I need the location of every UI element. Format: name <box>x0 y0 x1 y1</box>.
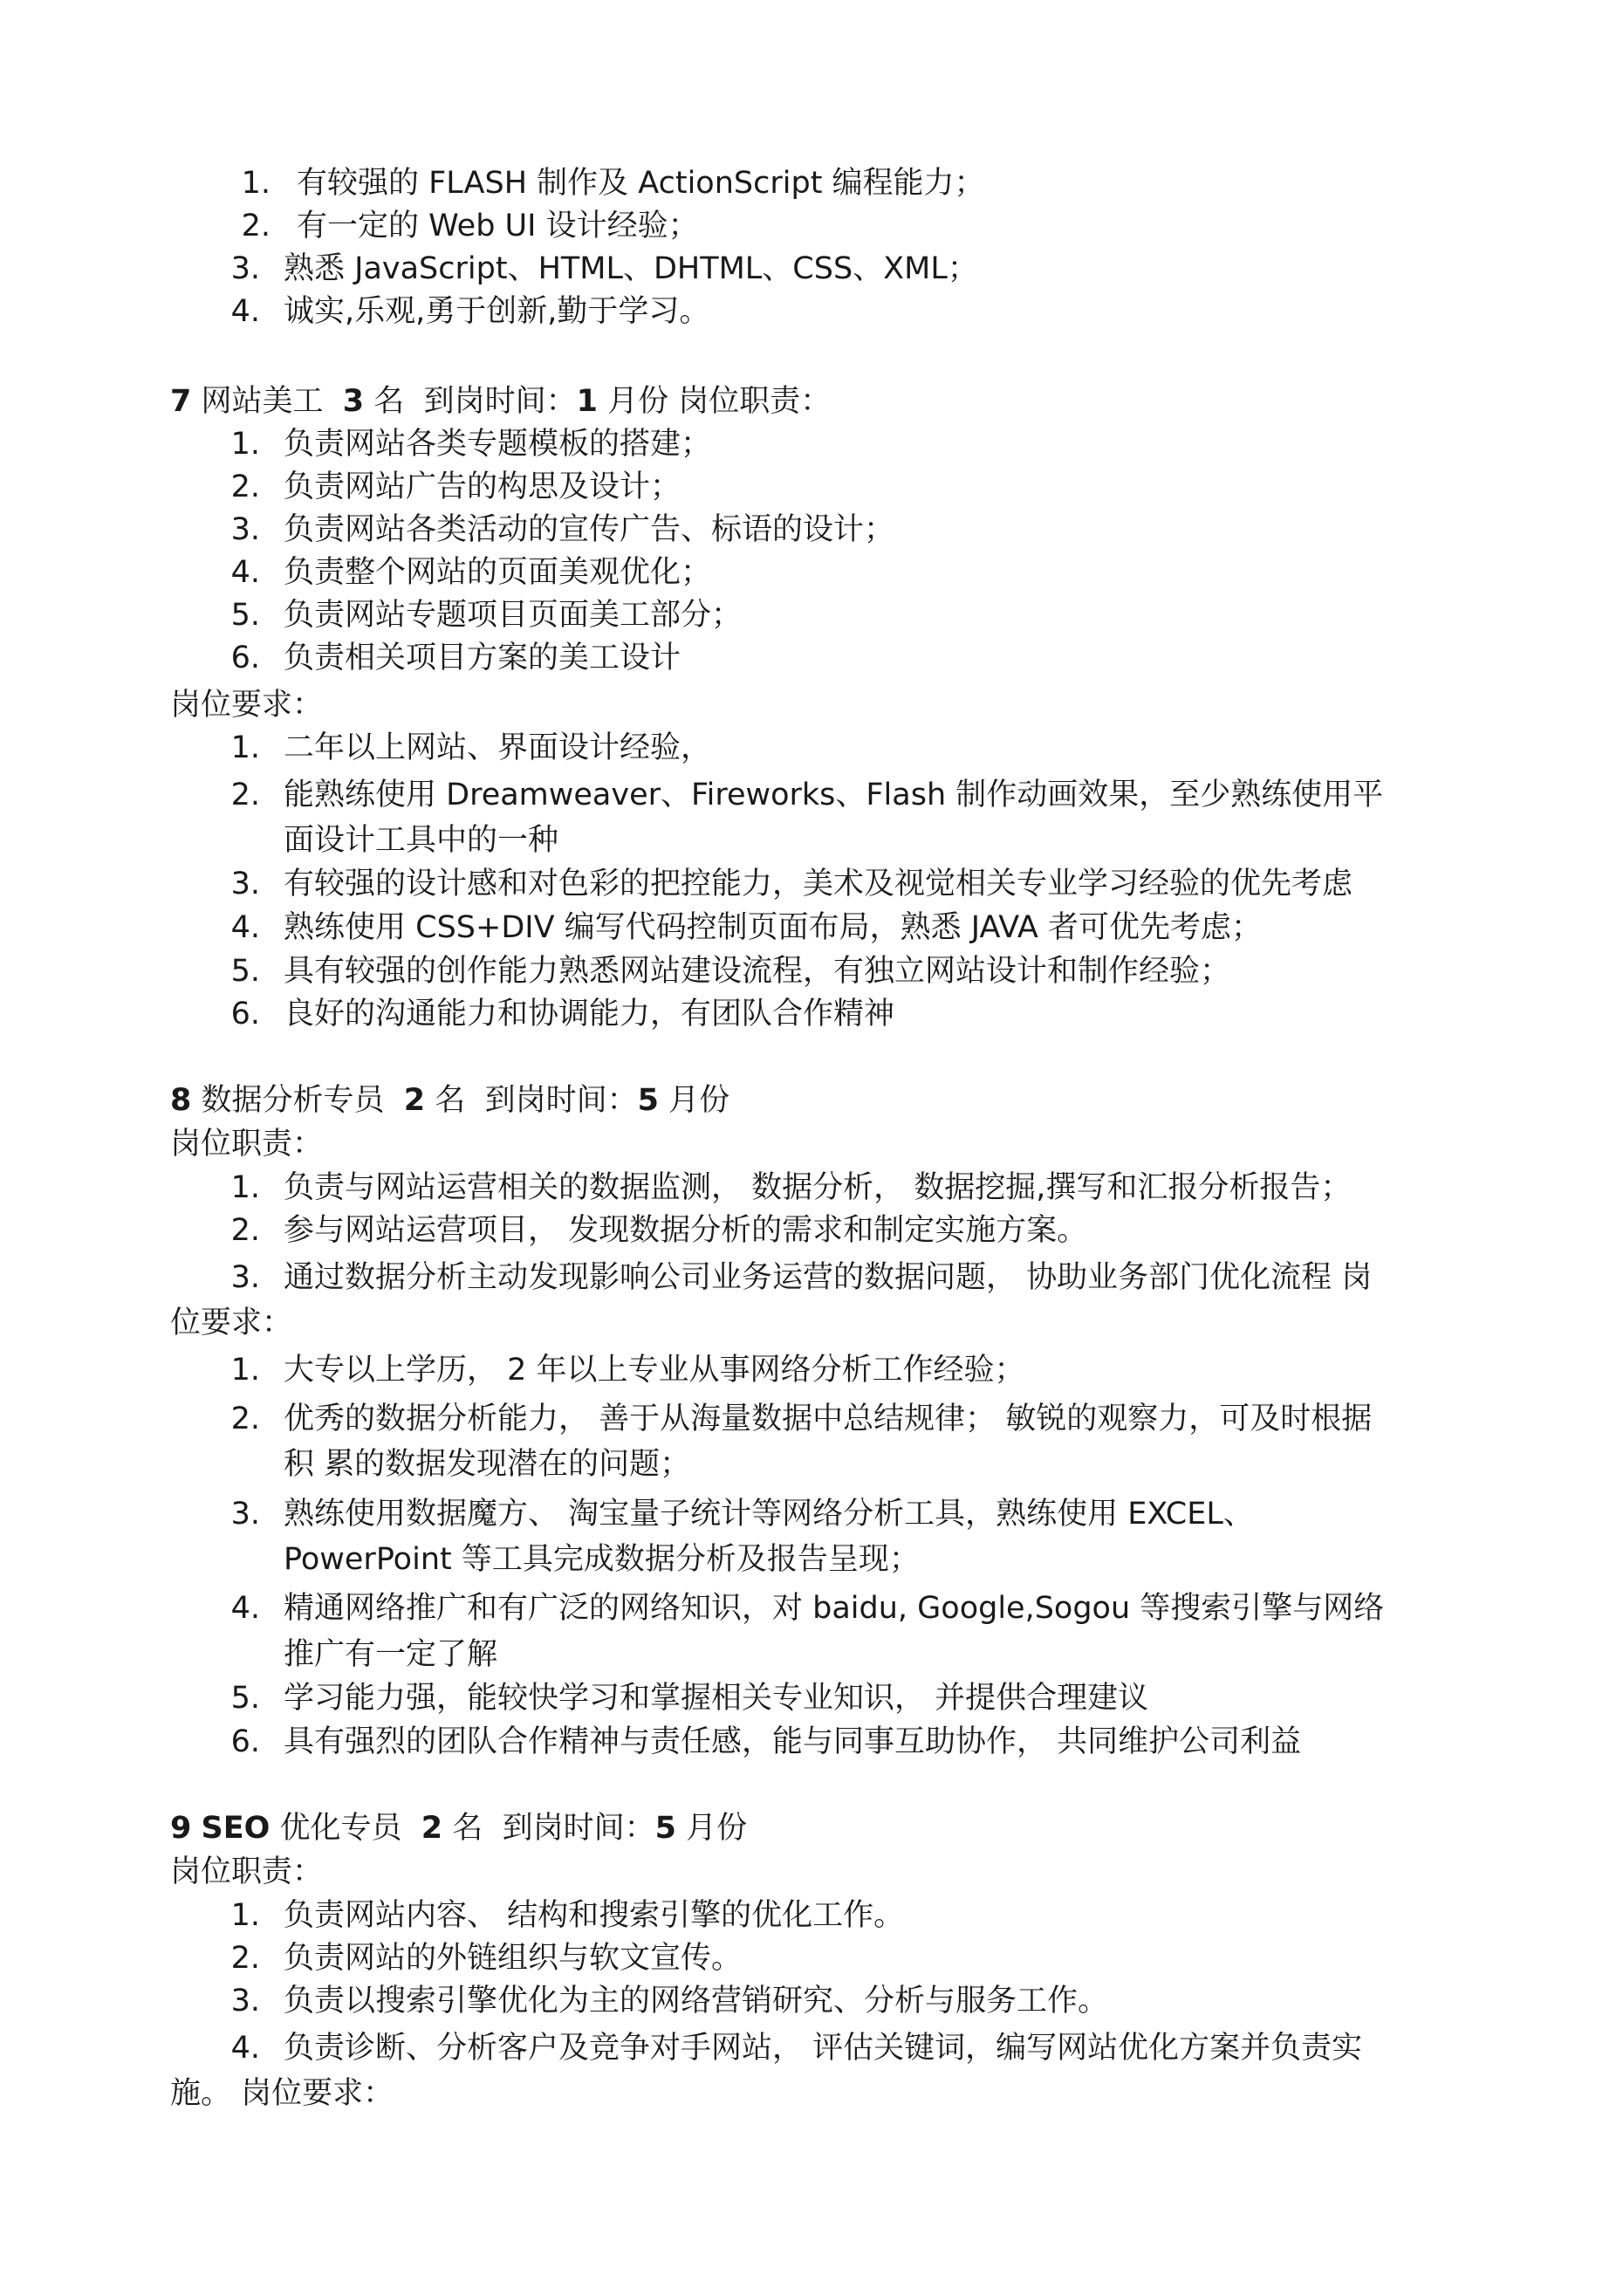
list-text: 优秀的数据分析能力， 善于从海量数据中总结规律； 敏锐的观察力，可及时根据 <box>284 1402 1373 1436</box>
list-text: 能熟练使用 Dreamweaver、Fireworks、Flash 制作动画效果，至少熟练使用平 <box>284 778 1384 812</box>
list-number: 1. <box>230 1353 260 1388</box>
list-text: 负责网站专题项目页面美工部分； <box>284 598 743 633</box>
section-8-heading <box>170 1080 729 1121</box>
section-9-heading <box>170 1808 747 1848</box>
list-text: 熟练使用数据魔方、 淘宝量子统计等网络分析工具，熟练使用 EXCEL、 <box>284 1497 1254 1532</box>
arrival-label: 到岗时间： <box>484 1083 638 1118</box>
list-text: 负责网站内容、 结构和搜索引擎的优化工作。 <box>284 1898 905 1933</box>
list-number: 4. <box>230 910 260 945</box>
section-number: 9 <box>170 1811 192 1846</box>
list-text: 负责网站的外链组织与软文宣传。 <box>284 1941 743 1976</box>
list-text: 负责与网站运营相关的数据监测， 数据分析， 数据挖掘,撰写和汇报分析报告； <box>284 1170 1352 1205</box>
seo-label: SEO <box>201 1811 270 1846</box>
duties-label-text: 岗位职责： <box>170 1854 324 1889</box>
section-title: 优化专员 <box>279 1811 402 1846</box>
duties-label-text: 岗位职责： <box>170 1127 324 1162</box>
arrival-label: 到岗时间： <box>423 384 577 419</box>
arrival-unit: 月份 <box>686 1811 748 1846</box>
list-text: 精通网络推广和有广泛的网络知识，对 baidu, Google,Sogou 等搜索引擎与网络 <box>284 1591 1385 1626</box>
section-number: 8 <box>170 1083 192 1118</box>
list-text: 诚实,乐观,勇于创新,勤于学习。 <box>284 294 710 329</box>
list-number: 5. <box>230 1681 260 1716</box>
section-7-heading <box>170 381 831 422</box>
list-text: 施。 岗位要求： <box>170 2076 394 2111</box>
list-text: 负责网站广告的构思及设计； <box>284 469 681 504</box>
list-text: 负责网站各类活动的宣传广告、标语的设计； <box>284 512 895 547</box>
list-number: 4. <box>230 294 260 329</box>
list-text: 学习能力强，能较快学习和掌握相关专业知识， 并提供合理建议 <box>284 1681 1149 1716</box>
list-number: 6. <box>230 1724 260 1759</box>
list-text: 位要求： <box>170 1306 293 1340</box>
list-text: 负责以搜索引擎优化为主的网络营销研究、分析与服务工作。 <box>284 1984 1109 2018</box>
list-text: 熟练使用 CSS+DIV 编写代码控制页面布局，熟悉 JAVA 者可优先考虑； <box>284 910 1262 945</box>
section-title: 网站美工 <box>201 384 324 419</box>
list-text: 负责网站各类专题模板的搭建； <box>284 427 712 462</box>
duties-label: 岗位职责： <box>678 384 832 419</box>
requirements-label-text: 岗位要求： <box>170 688 324 723</box>
list-text: 推广有一定了解 <box>284 1637 498 1672</box>
list-number: 6. <box>230 997 260 1031</box>
arrival-value: 5 <box>654 1811 676 1846</box>
list-number: 2. <box>230 1402 260 1436</box>
list-number: 3. <box>230 867 260 901</box>
list-number: 2. <box>230 1213 260 1248</box>
list-number: 4. <box>230 555 260 590</box>
list-number: 1. <box>230 1898 260 1933</box>
list-text: 良好的沟通能力和协调能力，有团队合作精神 <box>284 997 895 1031</box>
list-text: 有较强的 FLASH 制作及 ActionScript 编程能力； <box>297 166 985 201</box>
list-text: 参与网站运营项目， 发现数据分析的需求和制定实施方案。 <box>284 1213 1088 1248</box>
list-text: 二年以上网站、界面设计经验， <box>284 730 712 765</box>
list-text: 具有较强的创作能力熟悉网站建设流程，有独立网站设计和制作经验； <box>284 954 1231 989</box>
list-text: 有一定的 Web UI 设计经验； <box>297 209 699 243</box>
headcount-unit: 名 <box>435 1083 466 1118</box>
list-text: 通过数据分析主动发现影响公司业务运营的数据问题， 协助业务部门优化流程 岗 <box>284 1260 1373 1295</box>
headcount: 3 <box>342 384 365 419</box>
list-number: 3. <box>230 512 260 547</box>
headcount: 2 <box>421 1811 443 1846</box>
arrival-label: 到岗时间： <box>502 1811 655 1846</box>
list-number: 5. <box>230 954 260 989</box>
list-text: 具有强烈的团队合作精神与责任感，能与同事互助协作， 共同维护公司利益 <box>284 1724 1302 1759</box>
list-number: 4. <box>230 2031 260 2066</box>
arrival-value: 1 <box>576 384 598 419</box>
headcount-unit: 名 <box>452 1811 483 1846</box>
list-number: 2. <box>230 778 260 812</box>
headcount: 2 <box>403 1083 426 1118</box>
list-number: 3. <box>230 1984 260 2018</box>
list-text: 熟悉 JavaScript、HTML、DHTML、CSS、XML； <box>284 251 978 286</box>
list-text: PowerPoint 等工具完成数据分析及报告呈现； <box>284 1542 920 1577</box>
list-number: 2. <box>230 469 260 504</box>
list-text: 负责相关项目方案的美工设计 <box>284 641 681 675</box>
list-number: 1. <box>230 1170 260 1205</box>
arrival-value: 5 <box>637 1083 659 1118</box>
list-text: 大专以上学历， 2 年以上专业从事网络分析工作经验； <box>284 1353 1025 1388</box>
list-number: 1. <box>241 166 270 201</box>
list-number: 1. <box>230 730 260 765</box>
list-number: 4. <box>230 1591 260 1626</box>
list-text: 积 累的数据发现潜在的问题； <box>284 1447 691 1482</box>
list-number: 3. <box>230 251 260 286</box>
list-number: 5. <box>230 598 260 633</box>
arrival-unit: 月份 <box>668 1083 730 1118</box>
list-text: 面设计工具中的一种 <box>284 823 559 858</box>
list-text: 有较强的设计感和对色彩的把控能力，美术及视觉相关专业学习经验的优先考虑 <box>284 867 1353 901</box>
list-number: 1. <box>230 427 260 462</box>
list-number: 2. <box>241 209 270 243</box>
list-number: 6. <box>230 641 260 675</box>
section-title: 数据分析专员 <box>201 1083 385 1118</box>
list-text: 负责诊断、分析客户及竞争对手网站， 评估关键词，编写网站优化方案并负责实 <box>284 2031 1363 2066</box>
list-number: 3. <box>230 1497 260 1532</box>
list-number: 3. <box>230 1260 260 1295</box>
arrival-unit: 月份 <box>607 384 669 419</box>
headcount-unit: 名 <box>373 384 405 419</box>
list-text: 负责整个网站的页面美观优化； <box>284 555 712 590</box>
list-number: 2. <box>230 1941 260 1976</box>
section-number: 7 <box>170 384 192 419</box>
